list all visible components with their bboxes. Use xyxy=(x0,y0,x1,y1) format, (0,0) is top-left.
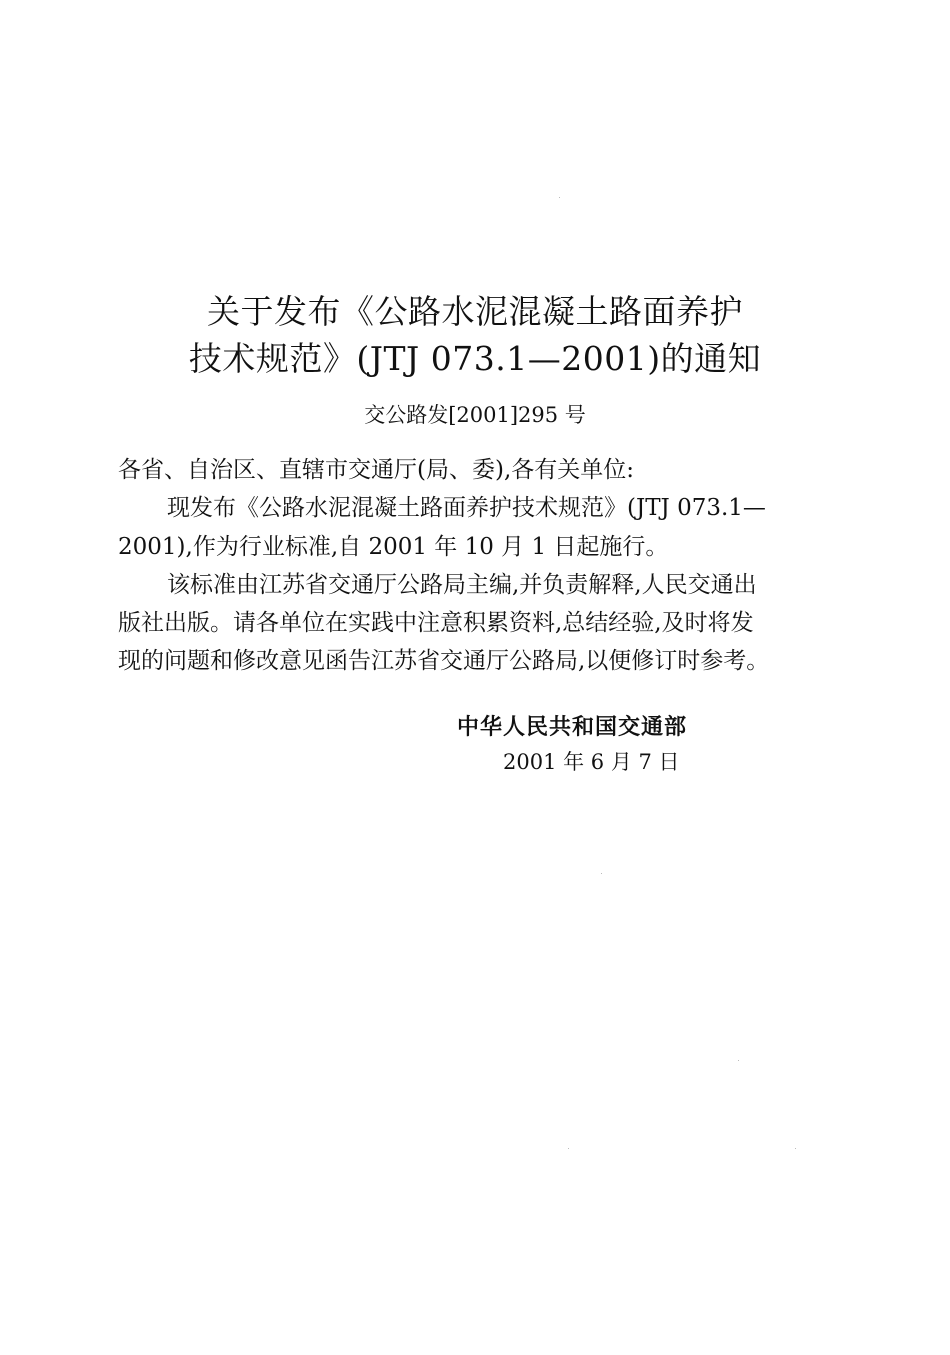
scan-speck xyxy=(559,197,560,198)
notice-title-line-2: 技术规范》(JTJ 073.1—2001)的通知 xyxy=(188,339,762,378)
scan-speck xyxy=(795,1148,796,1149)
notice-title-line-1: 关于发布《公路水泥混凝土路面养护 xyxy=(207,292,743,331)
paragraph-1-line-2: 2001),作为行业标准,自 2001 年 10 月 1 日起施行。 xyxy=(118,534,669,560)
scan-speck xyxy=(738,1060,739,1061)
document-number: 交公路发[2001]295 号 xyxy=(364,403,586,427)
issue-date: 2001 年 6 月 7 日 xyxy=(503,750,680,774)
scan-speck xyxy=(601,873,602,874)
paragraph-2-line-1: 该标准由江苏省交通厅公路局主编,并负责解释,人民交通出 xyxy=(167,572,757,598)
issuing-authority: 中华人民共和国交通部 xyxy=(457,715,688,740)
paragraph-1-line-1: 现发布《公路水泥混凝土路面养护技术规范》(JTJ 073.1— xyxy=(167,495,766,521)
paragraph-2-line-2: 版社出版。请各单位在实践中注意积累资料,总结经验,及时将发 xyxy=(118,610,754,636)
scan-speck xyxy=(568,1148,569,1149)
salutation: 各省、自治区、直辖市交通厅(局、委),各有关单位: xyxy=(118,457,635,483)
paragraph-2-line-3: 现的问题和修改意见函告江苏省交通厅公路局,以便修订时参考。 xyxy=(118,648,770,674)
